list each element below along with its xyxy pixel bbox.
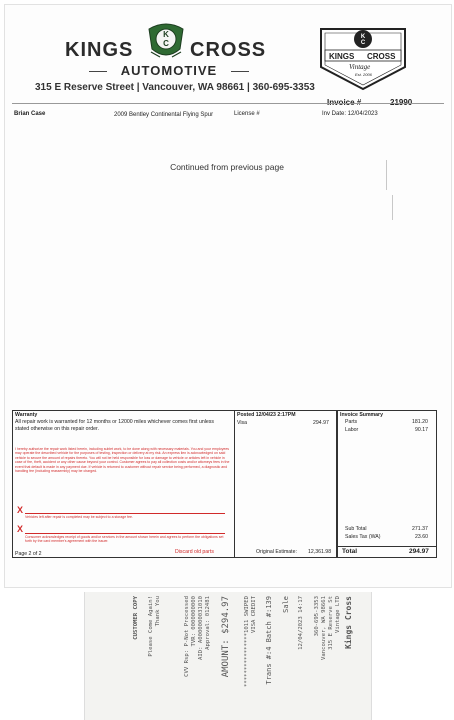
svg-text:K: K: [163, 30, 169, 39]
vintage-cross: CROSS: [367, 52, 396, 61]
continued-note: Continued from previous page: [170, 162, 284, 172]
receipt-line: TVR: 0000000000: [191, 596, 197, 647]
consumer-acknowledgement: Consumer acknowledges receipt of goods and/or services in the amount shown herein and agrees to perform the obligations set forth by the card member's agreement with the issuer.: [25, 535, 224, 544]
receipt-line: AID: A0000000031010: [198, 596, 204, 660]
sales-tax-label: Sales Tax (WA): [345, 534, 381, 540]
header-divider: [12, 103, 444, 104]
signature-x-2: X: [17, 524, 24, 534]
kings-cross-vintage-logo: [315, 19, 411, 93]
receipt-line: Sale: [282, 596, 290, 613]
signature-x-1: X: [17, 505, 24, 515]
receipt-line: Approval: 012481: [205, 596, 211, 650]
scan-artifact: [392, 195, 393, 220]
kings-cross-automotive-logo: [65, 19, 270, 79]
subtotal-value: 271.37: [412, 526, 428, 532]
original-estimate-label: Original Estimate:: [256, 549, 297, 555]
receipt-line: ****************1011 SWIPED: [244, 596, 250, 687]
card-receipt: [84, 592, 372, 720]
warranty-title: Warranty: [15, 412, 38, 418]
storage-fee-note: Vehicles left after repair is completed may be subject to a storage fee.: [25, 515, 133, 519]
vehicle-description: 2009 Bentley Continental Flying Spur: [114, 112, 214, 118]
receipt-line: Kings Cross: [344, 596, 353, 649]
receipt-line: 12/04/2023 14:17: [298, 596, 304, 650]
signature-line-2[interactable]: [25, 533, 225, 534]
kc-badge-icon: [145, 19, 187, 61]
subtotal-label: Sub Total: [345, 526, 367, 532]
signature-line-1[interactable]: [25, 513, 225, 514]
brand-kings: KINGS: [65, 39, 134, 61]
original-estimate-value: 12,361.98: [308, 549, 332, 555]
invoice-date: Inv Date: 12/04/2023: [322, 111, 378, 117]
warranty-text: All repair work is warranted for 12 months or 12000 miles whichever comes first unless stated otherwise on this repair order.: [15, 419, 214, 432]
total-value: 294.97: [409, 548, 429, 555]
payment-method: Visa: [237, 420, 247, 426]
discard-old-parts: Discard old parts: [175, 549, 214, 555]
summary-title: Invoice Summary: [340, 412, 383, 418]
page-number: Page 2 of 2: [15, 551, 42, 557]
parts-value: 181.20: [412, 419, 428, 425]
scan-artifact: [386, 160, 387, 190]
svg-text:C: C: [360, 40, 366, 46]
receipt-line: Trans #:4 Batch #:139: [265, 596, 273, 685]
receipt-line: AMOUNT: $294.97: [221, 596, 231, 678]
svg-text:C: C: [163, 39, 169, 48]
vintage-est: Est. 2006: [355, 72, 372, 77]
brand-automotive: AUTOMOTIVE: [99, 63, 239, 78]
payment-amount: 294.97: [313, 420, 329, 426]
sales-tax-value: 23.60: [415, 534, 428, 540]
posted-box: [234, 410, 337, 558]
labor-value: 90.17: [415, 427, 428, 433]
shop-address: 315 E Reserve Street | Vancouver, WA 98661 | 360-695-3353: [35, 82, 315, 93]
receipt-line: CVV Rsp: P-Not Processed: [184, 596, 190, 677]
customer-name: Brian Case: [14, 111, 46, 117]
vintage-kings: KINGS: [329, 52, 355, 61]
receipt-line: 360-695-3353: [314, 596, 320, 637]
receipt-line: Vintage LTD: [335, 596, 341, 634]
receipt-line: 315 E Reserve St: [328, 596, 334, 650]
authorization-text: I hereby authorize the repair work listed herein, including sublet work, to be done along with necessary materials. You and your employees may operate the described vehicle for the purposes of testing, inspection or delivery at my risk. An express lien is acknowledged on said vehicle to secure the amount of repairs thereto. You will not be held responsible for loss or damage to vehicle or articles left in vehicle in case of fire, theft, accident or any other cause beyond your control. Customer agrees to pay all collection costs and/or attorneys fees in the event that default is made in any payment due. If vehicle is returned to customer without repair service being performed, a diagnostic and handling fee (including reassembly) may be charged.: [15, 447, 230, 474]
svg-text:K: K: [360, 34, 366, 40]
receipt-line: Thank You: [155, 596, 161, 627]
receipt-line: CUSTOMER COPY: [133, 596, 139, 640]
total-label: Total: [342, 548, 358, 555]
vintage-script: Vintage: [349, 63, 371, 71]
receipt-line: Vancouver, WA 98661: [321, 596, 327, 660]
total-divider: [338, 546, 436, 547]
parts-label: Parts: [345, 419, 358, 425]
labor-label: Labor: [345, 427, 359, 433]
license-label: License #: [234, 111, 260, 117]
receipt-line: Please Come Again!: [148, 596, 154, 657]
brand-cross: CROSS: [190, 39, 267, 61]
posted-title: Posted 12/04/23 2:17PM: [237, 412, 296, 418]
receipt-line: VISA CREDIT: [251, 596, 257, 634]
